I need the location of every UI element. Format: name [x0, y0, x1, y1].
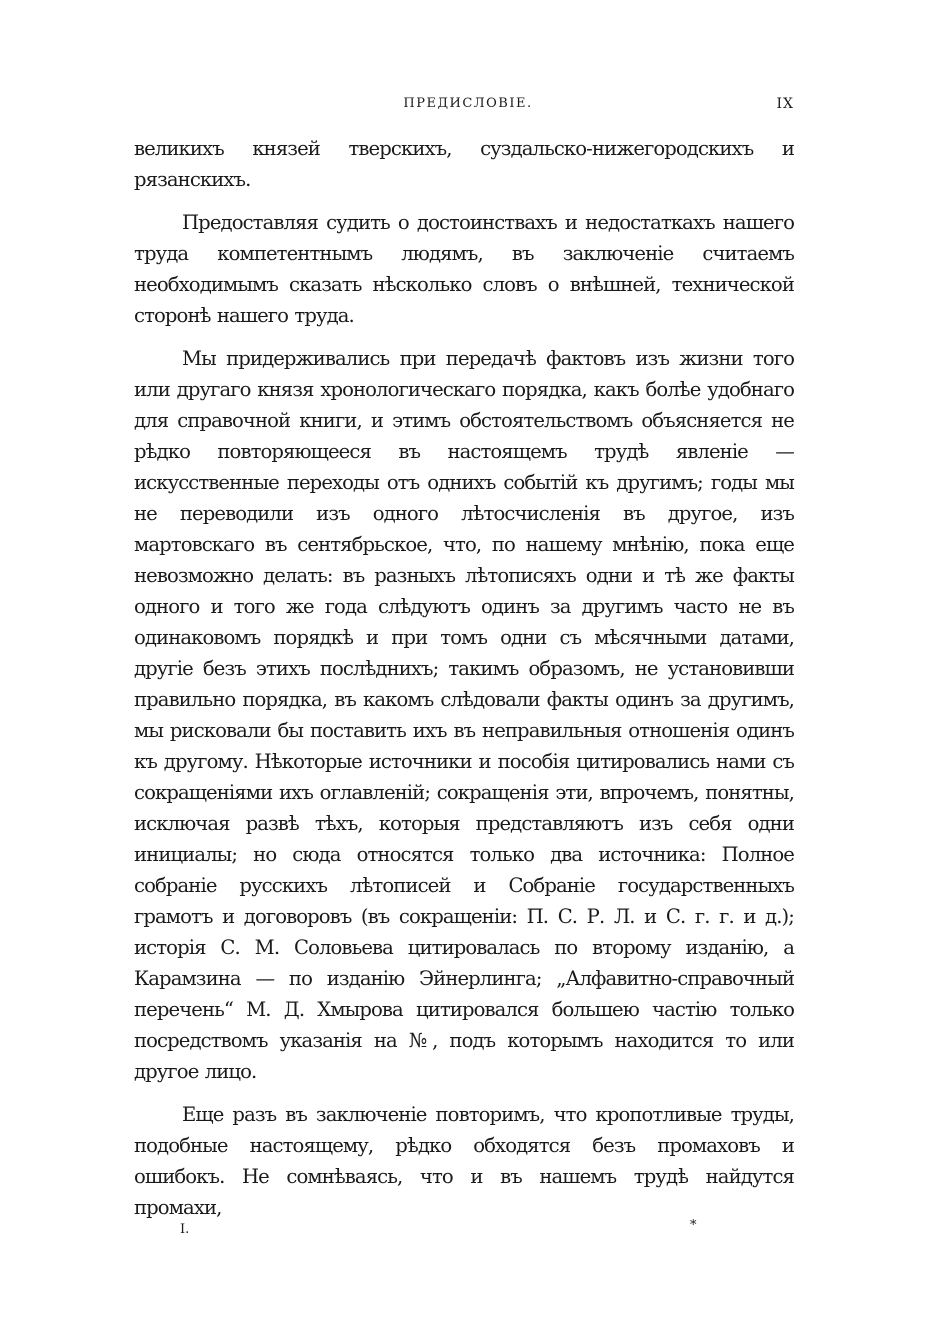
paragraph-continuation: великихъ князей тверскихъ, суздальско-нижегородскихъ и рязанскихъ. — [134, 137, 794, 191]
body-text — [134, 133, 794, 1223]
running-title: ПРЕДИСЛОВІЕ. — [403, 96, 533, 111]
star-mark: * — [690, 1218, 697, 1233]
page-number: IX — [776, 96, 794, 112]
paragraph: Предоставляя судить о достоинствахъ и недостаткахъ нашего труда компетентнымъ людямъ, въ заключеніе считаемъ необходимымъ сказать нѣсколько словъ о внѣшней, технической сторонѣ нашего труда. — [134, 211, 794, 327]
signature-mark: I. — [180, 1222, 190, 1237]
paragraph: Еще разъ въ заключеніе повторимъ, что кропотливые труды, подобные настоящему, рѣдко обходятся безъ промаховъ и ошибокъ. Не сомнѣваясь, что и въ нашемъ трудѣ найдутся промахи, — [134, 1103, 794, 1219]
running-head — [0, 94, 936, 114]
paragraph: Мы придерживались при передачѣ фактовъ изъ жизни того или другаго князя хронологическаго порядка, какъ болѣе удобнаго для справочной книги, и этимъ обстоятельствомъ объясняется не рѣдко повторяющееся въ настоящемъ трудѣ явленіе — искусственные переходы отъ однихъ событій къ другимъ; годы мы не переводили изъ одного лѣтосчисленія въ другое, изъ мартовскаго въ сентябрьское, что, по нашему мнѣнію, пока еще невозможно делать: въ разныхъ лѣтописяхъ одни и тѣ же факты одного и того же года слѣдуютъ одинъ за другимъ часто не въ одинаковомъ порядкѣ и при томъ одни съ мѣсячными датами, другіе безъ этихъ послѣднихъ; такимъ образомъ, не установивши правильно порядка, въ какомъ слѣдовали факты одинъ за другимъ, мы рисковали бы поставить ихъ въ неправильныя отношенія одинъ къ другому. Нѣкоторые источники и пособія цитировались нами съ сокращеніями ихъ оглавленій; сокращенія эти, впрочемъ, понятны, исключая развѣ тѣхъ, которыя представляютъ изъ себя одни инициалы; но сюда относятся только два источника: Полное собраніе русскихъ лѣтописей и Собраніе государственныхъ грамотъ и договоровъ (въ сокращеніи: П. С. Р. Л. и С. г. г. и д.); исторія С. М. Соловьева цитировалась по второму изданію, а Карамзина — по изданію Эйнерлинга; „Алфавитно-справочный перечень“ М. Д. Хмырова цитировался большею частію только посредствомъ указанія на №, подъ которымъ находится то или другое лицо. — [134, 347, 794, 1083]
